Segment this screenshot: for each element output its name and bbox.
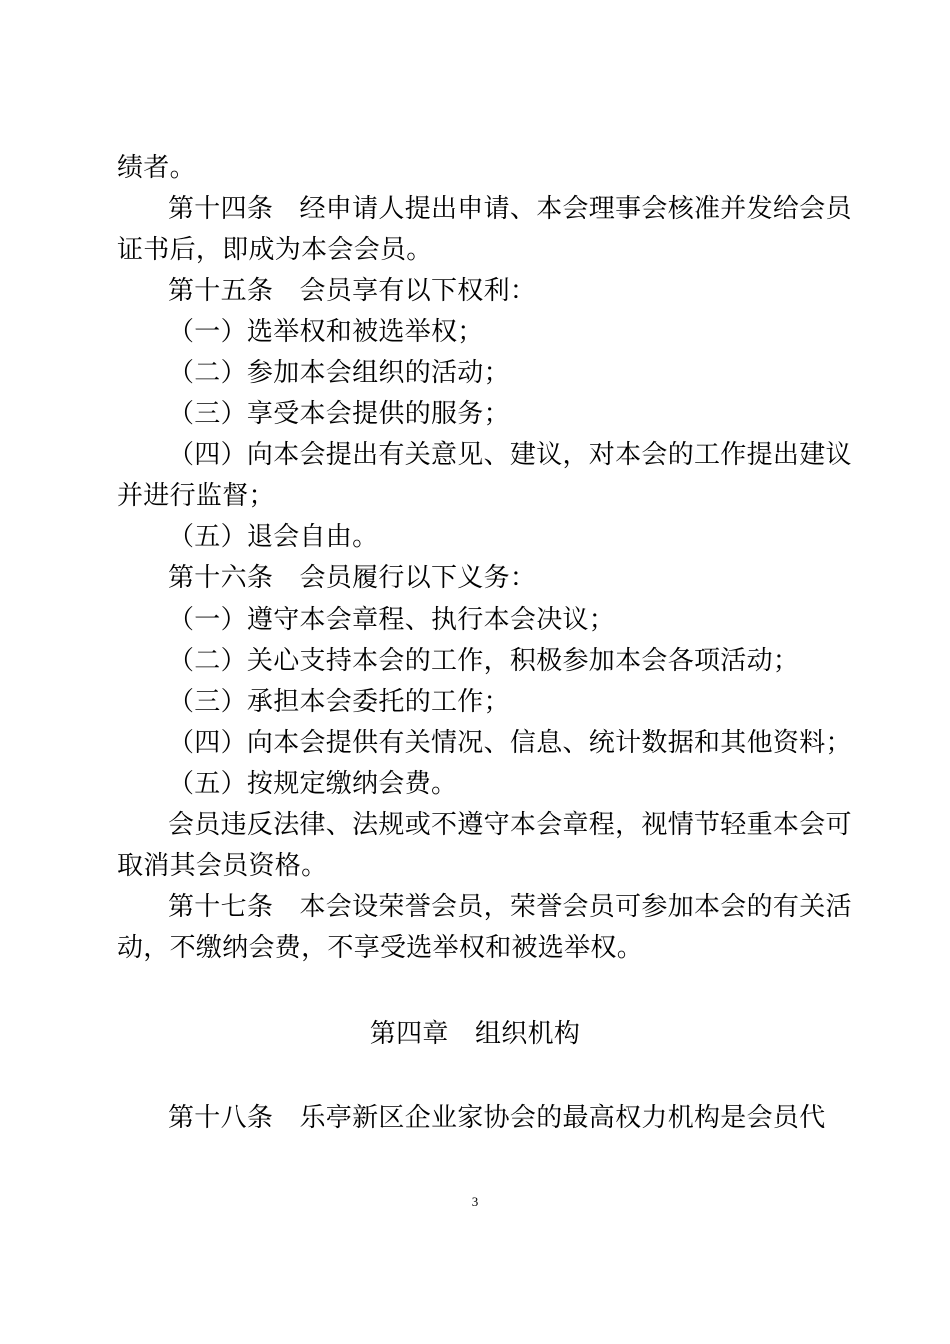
article-15-item-1: （一）选举权和被选举权； <box>168 317 484 347</box>
article-14-line-1: 第十四条 经申请人提出申请、本会理事会核准并发给会员 <box>168 194 852 224</box>
article-15-item-5: （五）退会自由。 <box>168 522 379 552</box>
article-15-item-3: （三）享受本会提供的服务； <box>168 399 510 429</box>
article-16-heading: 第十六条 会员履行以下义务： <box>168 563 537 593</box>
membership-revocation-line-1: 会员违反法律、法规或不遵守本会章程，视情节轻重本会可 <box>168 810 852 840</box>
article-16-item-2: （二）关心支持本会的工作，积极参加本会各项活动； <box>168 646 800 676</box>
paragraph-continuation: 绩者。 <box>117 153 196 183</box>
membership-revocation-line-2: 取消其会员资格。 <box>117 851 328 881</box>
article-15-heading: 第十五条 会员享有以下权利： <box>168 276 537 306</box>
page-number: 3 <box>471 1194 479 1209</box>
article-17-line-2: 动，不缴纳会费，不享受选举权和被选举权。 <box>117 933 644 963</box>
article-16-item-4: （四）向本会提供有关情况、信息、统计数据和其他资料； <box>168 728 852 758</box>
article-16-item-1: （一）遵守本会章程、执行本会决议； <box>168 605 616 635</box>
article-15-item-4-line-2: 并进行监督； <box>117 481 275 511</box>
article-16-item-5: （五）按规定缴纳会费。 <box>168 769 458 799</box>
article-15-item-2: （二）参加本会组织的活动； <box>168 358 510 388</box>
article-17-line-1: 第十七条 本会设荣誉会员，荣誉会员可参加本会的有关活 <box>168 892 852 922</box>
article-16-item-3: （三）承担本会委托的工作； <box>168 687 510 717</box>
article-14-line-2: 证书后，即成为本会会员。 <box>117 235 433 265</box>
article-18-line-1: 第十八条 乐亭新区企业家协会的最高权力机构是会员代 <box>168 1103 826 1133</box>
article-15-item-4-line-1: （四）向本会提出有关意见、建议，对本会的工作提出建议 <box>168 440 852 470</box>
chapter-heading: 第四章 组织机构 <box>369 1019 581 1049</box>
